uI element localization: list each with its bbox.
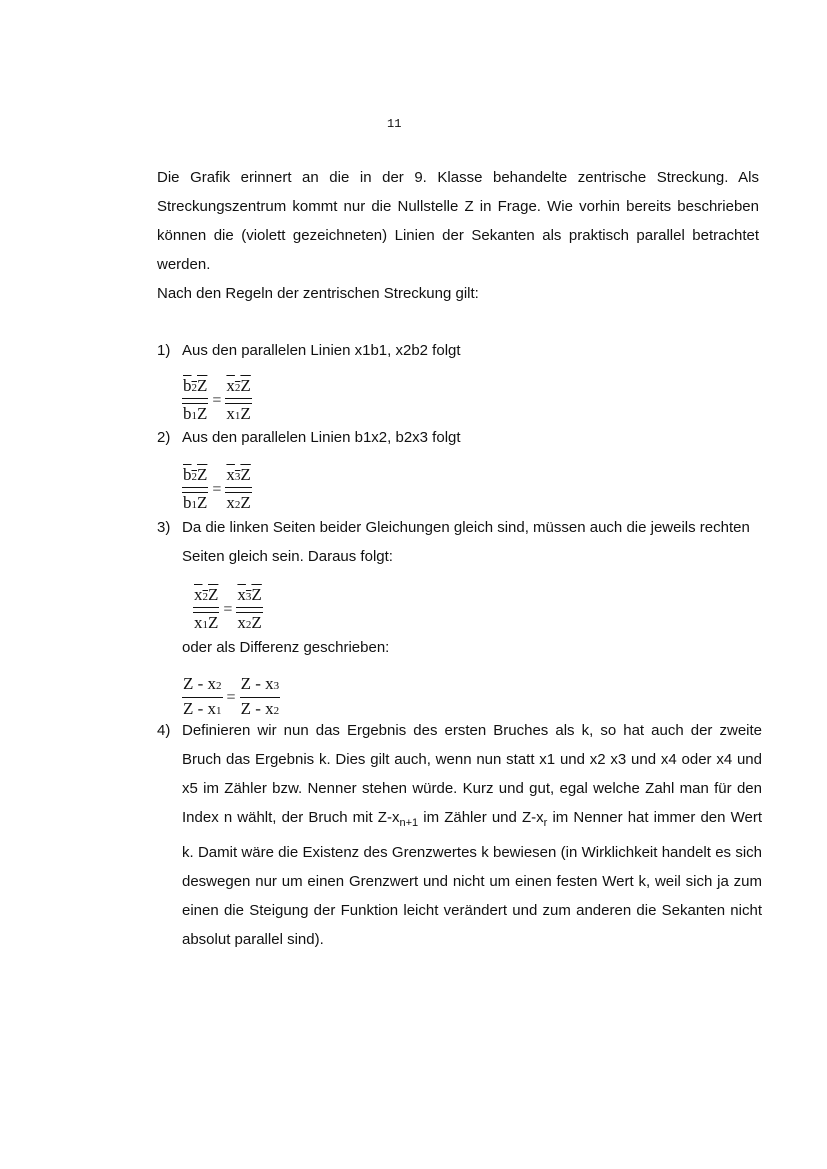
page-number: 11 [387, 117, 402, 131]
equals-sign: = [226, 688, 236, 706]
formula-1-left-fraction: b2Z b1Z [183, 376, 208, 423]
item-number-4: 4) [157, 722, 171, 739]
rule-line: Nach den Regeln der zentrischen Streckung gilt: [157, 285, 479, 302]
formula-3-right-fraction: x3Z x2Z [237, 585, 262, 632]
item-number-2: 2) [157, 429, 171, 446]
difference-line: oder als Differenz geschrieben: [182, 639, 390, 656]
formula-1-right-fraction: x2Z x1Z [226, 376, 251, 423]
formula-3 [193, 585, 263, 635]
formula-4-right-fraction: $\frac{Z - x3}{Z - x2}$ [240, 674, 280, 718]
item-text-3: Da die linken Seiten beider Gleichungen gleich sind, müssen auch die jeweils rechten Seiten gleich sein. Daraus folgt: [182, 519, 750, 565]
item-number-3: 3) [157, 519, 171, 536]
formula-1 [182, 376, 252, 426]
formula-2-left-fraction: b2Z b1Z [183, 465, 208, 512]
item-number-1: 1) [157, 342, 171, 359]
formula-3-left-fraction: x2Z x1Z [194, 585, 219, 632]
equals-sign: = [212, 392, 222, 409]
formula-2-right-fraction: x3Z x2Z [226, 465, 251, 512]
formula-4-left-fraction: $\frac{Z - x2}{Z - x1}$ [183, 674, 222, 718]
formula-4 [182, 674, 280, 721]
equals-sign: = [212, 481, 222, 498]
item-text-2: Aus den parallelen Linien b1x2, b2x3 folgt [182, 429, 461, 446]
item-text-4: Definieren wir nun das Ergebnis des ersten Bruches als k, so hat auch der zweite Bruch das Ergebnis k. Dies gilt auch, wenn nun statt x1 und x2 x3 und x4 oder x4 und x5 im Zähler bzw. Nenner stehen würde. Kurz und gut, egal welche Zahl man für den Index n wählt, der Bruch mit $Z-x_{n+1}$ im Zähler und $Z-x_r$ im Nenner hat immer den Wert k. Damit wäre die Existenz des Grenzwertes k bewiesen (in Wirklichkeit handelt es sich deswegen nur um einen Grenzwert und nicht um einen festen Wert k, weil sich ja zum einen die Steigung der Funktion leicht verändert und zum anderen die Sekanten nicht absolut parallel sind). [182, 722, 763, 948]
intro-paragraph: Die Grafik erinnert an die in der 9. Klasse behandelte zentrische Streckung. Als Streckungszentrum kommt nur die Nullstelle Z in Frage. Wie vorhin bereits beschrieben können die (violett gezeichneten) Linien der Sekanten als praktisch parallel betrachtet werden. [157, 169, 759, 273]
formula-2 [182, 465, 252, 515]
item-text-1: Aus den parallelen Linien x1b1, x2b2 folgt [182, 342, 461, 359]
equals-sign: = [223, 601, 233, 618]
